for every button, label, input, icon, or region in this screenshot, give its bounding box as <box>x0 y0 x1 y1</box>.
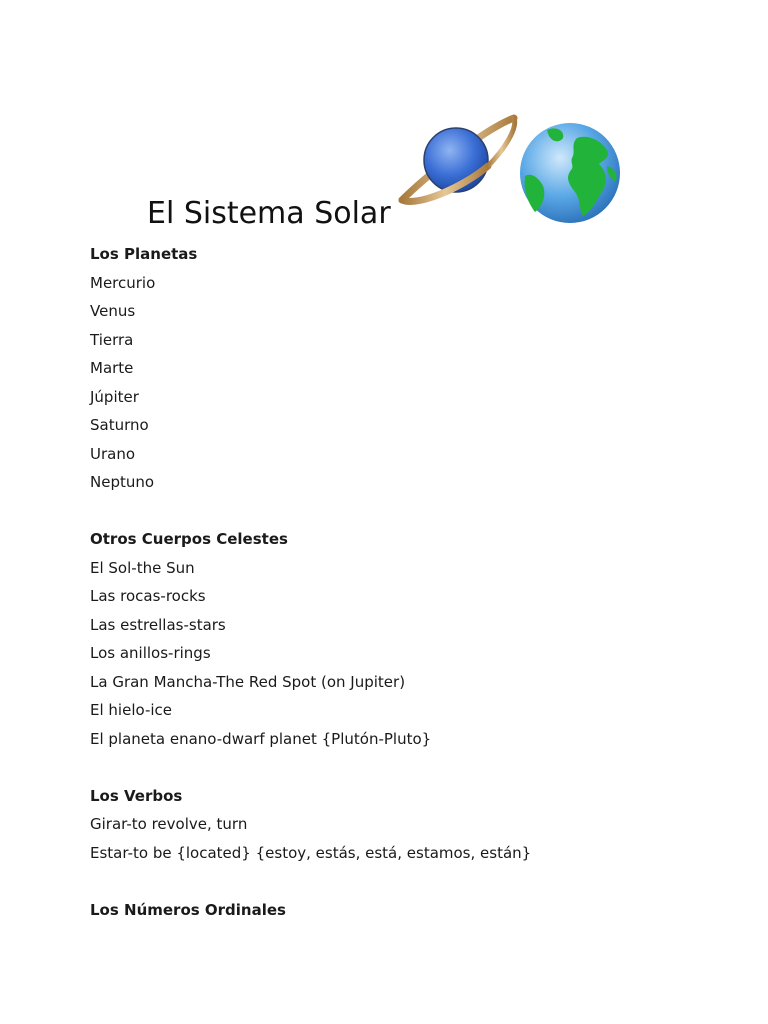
list-item: Las rocas-rocks <box>90 587 206 605</box>
list-item: Girar-to revolve, turn <box>90 815 248 833</box>
list-item: Marte <box>90 359 134 377</box>
list-item: Estar-to be {located} {estoy, estás, está, estamos, están} <box>90 843 532 862</box>
section-heading: Los Verbos <box>90 786 183 805</box>
list-item: Las estrellas-stars <box>90 615 226 634</box>
list-item: El planeta enano-dwarf planet {Plutón-Pluto} <box>90 729 432 748</box>
list-item: La Gran Mancha-The Red Spot (on Jupiter) <box>90 672 406 691</box>
earth-globe-icon <box>517 120 623 226</box>
section-spacer <box>90 867 730 896</box>
section-heading: Los Números Ordinales <box>90 900 286 919</box>
list-item: Tierra <box>90 330 134 349</box>
list-item: Júpiter <box>90 387 139 406</box>
section-spacer <box>90 753 730 782</box>
page-title: El Sistema Solar <box>147 196 391 231</box>
list-item: Los anillos-rings <box>90 644 211 662</box>
list-item: Neptuno <box>90 473 155 491</box>
list-item: Mercurio <box>90 273 156 292</box>
section-heading: Los Planetas <box>90 245 198 263</box>
list-item: Saturno <box>90 416 149 434</box>
section-heading: Otros Cuerpos Celestes <box>90 530 288 548</box>
saturn-icon <box>392 110 522 210</box>
list-item: El hielo-ice <box>90 701 172 719</box>
section-spacer <box>90 497 730 526</box>
vocabulary-list <box>90 240 730 924</box>
list-item: Venus <box>90 302 136 320</box>
list-item: El Sol-the Sun <box>90 558 195 577</box>
list-item: Urano <box>90 444 136 463</box>
